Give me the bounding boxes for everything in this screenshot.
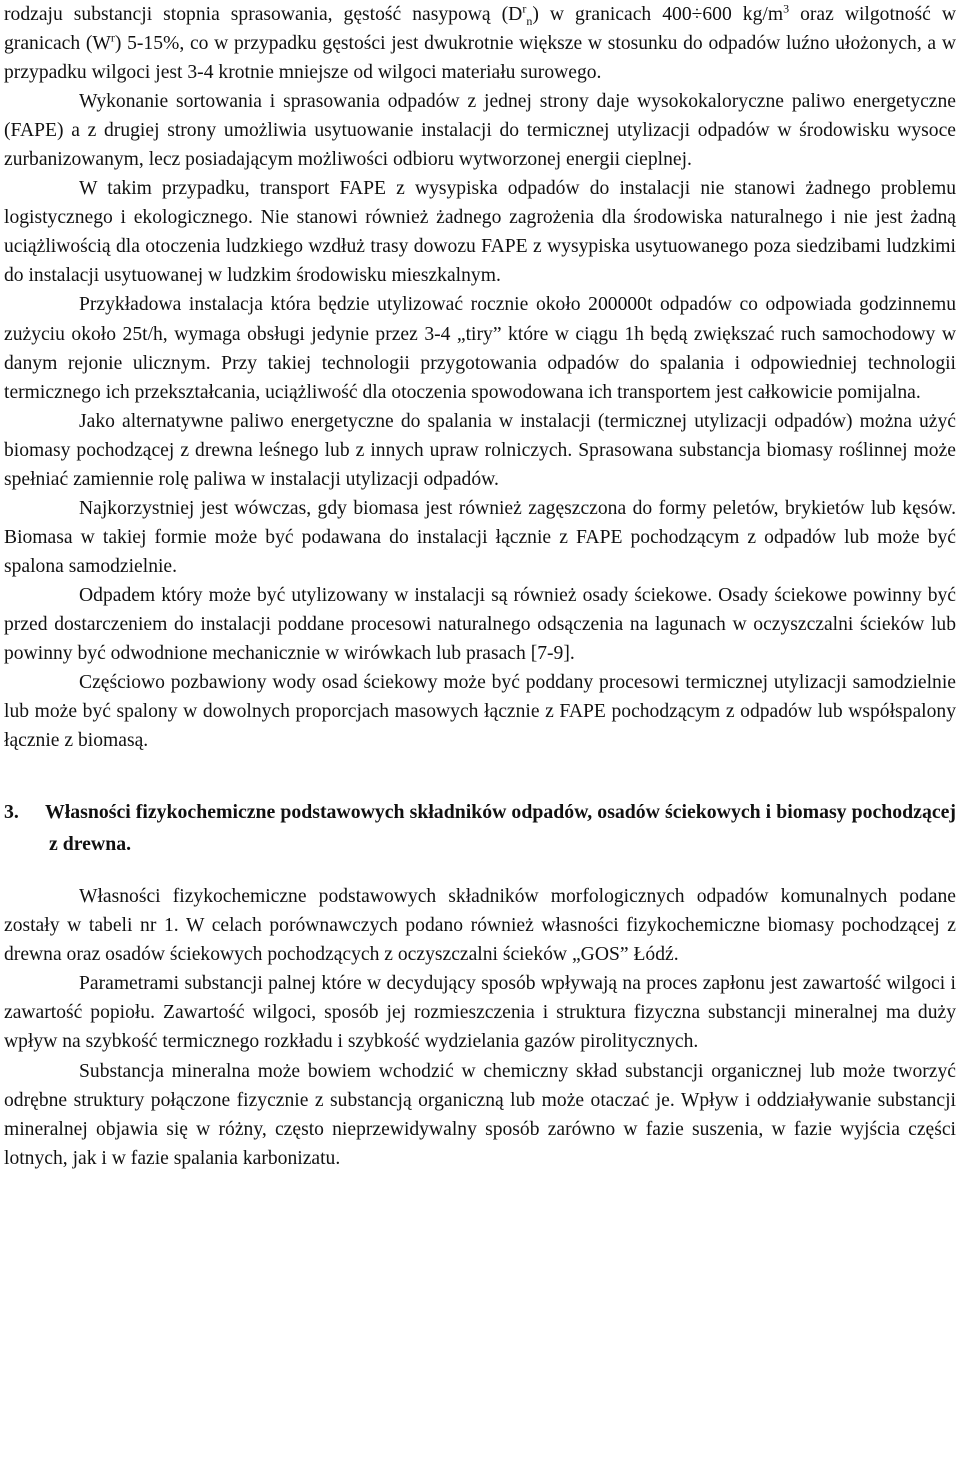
paragraph-physicochemical: Własności fizykochemiczne podstawowych składników morfologicznych odpadów komunalnych podane zostały w tabeli nr 1. W celach porównawczych podano również własności fizykochemiczne biomasy pochodzącej z drewna oraz osadów ściekowych pochodzących z oczyszczalni ścieków „GOS” Łódź. <box>4 886 956 966</box>
subscript-n: n <box>526 13 533 28</box>
paragraph-dewatered-sludge: Częściowo pozbawiony wody osad ściekowy może być poddany procesowi termicznej utylizacji samodzielnie lub może być spalony w dowolnych proporcjach masowych łącznie z FAPE pochodzącym z odpadów lub współspalony łącznie z biomasą. <box>4 672 956 752</box>
superscript-3: 3 <box>783 1 790 16</box>
paragraph-mineral-substance: Substancja mineralna może bowiem wchodzić w chemiczny skład substancji organicznej lub może tworzyć odrębne struktury połączone fizycznie z substancją organiczną lub może otaczać je. Wpływ i oddziaływanie substancji mineralnej objawia się w różny, często nieprzewidywalny sposób zarówno w fazie suszenia, w fazie wyjścia części lotnych, jak i w fazie spalania karbonizatu. <box>4 1060 956 1169</box>
section-number: 3. <box>4 801 19 824</box>
paragraph-continuation <box>4 0 956 87</box>
text-run: ) w granicach 400÷600 kg/m <box>532 4 784 25</box>
superscript-r: r <box>522 1 527 16</box>
paragraph-sewage-sludge: Odpadem który może być utylizowany w instalacji są również osady ściekowe. Osady ściekowe powinny być przed dostarczeniem do instalacji poddane procesowi naturalnego odsączenia na lagunach w oczyszczalni ścieków lub powinny być odwodnione mechanicznie w wirówkach lub prasach [7-9]. <box>4 584 956 665</box>
section-title: Własności fizykochemiczne podstawowych składników odpadów, osadów ściekowych i biomasy pochodzącej z drewna. <box>45 801 956 855</box>
paragraph-transport: W takim przypadku, transport FAPE z wysypiska odpadów do instalacji nie stanowi żadnego problemu logistycznego i ekologicznego. Nie stanowi również żadnego zagrożenia dla środowiska naturalnego i nie jest żadną uciążliwością dla otoczenia ludzkiego wzdłuż trasy dowozu FAPE z wysypiska usytuowanego poza siedzibami ludzkimi do instalacji usytuowanej w ludzkim środowisku mieszkalnym. <box>4 178 956 287</box>
spacer <box>4 860 956 882</box>
paragraph-pellets: Najkorzystniej jest wówczas, gdy biomasa jest również zagęszczona do formy peletów, brykietów lub kęsów. Biomasa w takiej formie może być podawana do instalacji łącznie z FAPE pochodzącym z odpadów lub może być spalona samodzielnie. <box>4 497 956 577</box>
superscript-r: r <box>110 30 115 45</box>
text-run: oraz wilgotność w granicach (W <box>4 4 956 55</box>
text-run: rodzaju substancji stopnia sprasowania, gęstość nasypową (D <box>4 4 523 25</box>
paragraph-example-installation: Przykładowa instalacja która będzie utylizować rocznie około 200000t odpadów co odpowiada godzinnemu zużyciu około 25t/h, wymaga obsługi jedynie przez 3-4 „tiry” które w ciągu 1h będą zwiększać ruch samochodowy w danym rejonie ulicznym. Przy takiej technologii przygotowania odpadów do spalania i odpowiedniej technologii termicznego ich przekształcania, uciążliwość dla otoczenia spowodowana ich transportem jest całkowicie pomijalna. <box>4 294 956 403</box>
paragraph-sorting: Wykonanie sortowania i sprasowania odpadów z jednej strony daje wysokokaloryczne paliwo energetyczne (FAPE) a z drugiej strony umożliwia usytuowanie instalacji do termicznej utylizacji odpadów w środowisku wysoce zurbanizowanym, lecz posiadającym możliwości odbioru wytworzonej energii cieplnej. <box>4 91 956 171</box>
text-run: ) 5-15%, co w przypadku gęstości jest dwukrotnie większe w stosunku do odpadów luźno ułożonych, a w przypadku wilgoci jest 3-4 krotnie mniejsze od wilgoci materiału surowego. <box>4 33 956 84</box>
paragraph-biomass-alternative: Jako alternatywne paliwo energetyczne do spalania w instalacji (termicznej utylizacji odpadów) można użyć biomasy pochodzącej z drewna leśnego lub z innych upraw rolniczych. Sprasowana substancja biomasy roślinnej może spełniać zamiennie rolę paliwa w instalacji utylizacji odpadów. <box>4 410 956 490</box>
spacer <box>4 755 956 797</box>
section-heading <box>4 797 956 860</box>
paragraph-ignition-parameters: Parametrami substancji palnej które w decydujący sposób wpływają na proces zapłonu jest zawartość wilgoci i zawartość popiołu. Zawartość wilgoci, sposób jej rozmieszczenia i struktura fizyczna substancji mineralnej ma duży wpływ na szybkość termicznego rozkładu i szybkość wydzielania gazów pirolitycznych. <box>4 973 956 1053</box>
